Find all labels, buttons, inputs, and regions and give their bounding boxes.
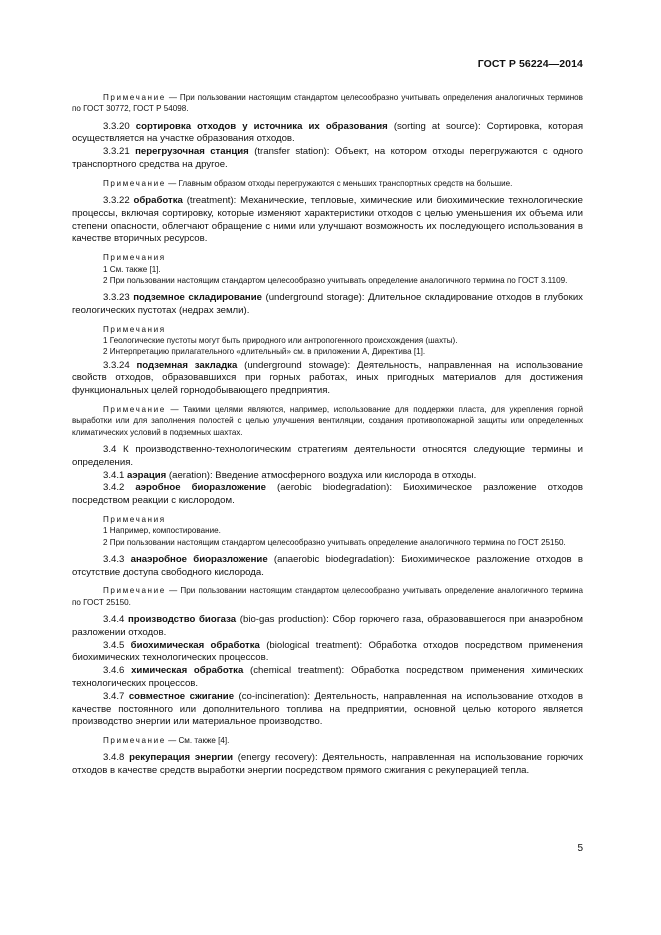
note	[72, 735, 583, 746]
term-3-4-4	[72, 614, 583, 640]
note-item: 1 Например, компостирование.	[103, 526, 221, 536]
page-body	[72, 92, 583, 778]
term-number: 3.4.7	[103, 690, 129, 702]
term-name: производство биогаза	[128, 613, 237, 625]
section-3-4: 3.4 К производственно-технологическим стратегиям деятельности относятся следующие термины и определения.	[72, 443, 583, 468]
term-name: подземное складирование	[133, 292, 262, 304]
term-number: 3.3.22	[103, 195, 134, 207]
term-3-4-3	[72, 554, 583, 580]
term-name: анаэробное биоразложение	[130, 553, 268, 565]
term-number: 3.4.5	[103, 639, 131, 651]
term-3-3-21	[72, 146, 583, 172]
term-definition: (energy recovery): Деятельность, направленная на использование горючих отходов в качестве средств выработки энергии посредством прямого сжигания с рекуперацией тепла.	[72, 752, 583, 777]
note-text: — Такими целями являются, например, использование для поддержки пласта, для укрепления горной выработки или для заполнения полостей с целью улучшения вентиляции, создания противопожарной защиты или определенных климатических условий в подземных шахтах.	[72, 405, 583, 437]
term-3-4-8	[72, 752, 583, 778]
standard-number: ГОСТ Р 56224—2014	[477, 58, 583, 70]
note-text: — При пользовании настоящим стандартом целесообразно учитывать определения аналогичных терминов по ГОСТ 30772, ГОСТ Р 54098.	[72, 93, 583, 114]
term-3-3-24	[72, 360, 583, 398]
notes-heading: Примечания	[103, 253, 166, 263]
term-number: 3.3.24	[103, 359, 137, 371]
note	[72, 92, 583, 115]
term-definition: (transfer station): Объект, на котором отходы перегружаются с одного транспортного средства на другое.	[72, 146, 584, 170]
note-item: 2 При пользовании настоящим стандартом целесообразно учитывать определение аналогичного термина по ГОСТ 3.1109.	[103, 275, 568, 285]
note-text: — См. также [4].	[165, 736, 230, 746]
note-item: 2 При пользовании настоящим стандартом целесообразно учитывать определение аналогичного термина по ГОСТ 25150.	[103, 537, 566, 547]
term-3-3-20	[72, 121, 583, 147]
term-definition: (anaerobic biodegradation): Биохимическое разложение отходов в отсутствие доступа свободного кислорода.	[72, 553, 583, 578]
term-definition: (biological treatment): Обработка отходов посредством применения биохимических технологических процессов.	[72, 639, 583, 664]
term-name: подземная закладка	[136, 359, 238, 371]
term-name: перегрузочная станция	[135, 146, 249, 158]
term-definition: (sorting at source): Сортировка, которая осуществляется на участке образования отходов.	[72, 120, 584, 145]
term-number: 3.4.4	[103, 613, 129, 625]
term-3-4-6	[72, 665, 583, 691]
term-3-3-23	[72, 292, 583, 318]
term-name: сортировка отходов у источника их образования	[135, 120, 388, 132]
term-name: обработка	[133, 195, 183, 207]
term-name: рекуперация энергии	[129, 752, 233, 764]
note-item: 2 Интерпретацию прилагательного «длительный» см. в приложении А, Директива [1].	[103, 347, 426, 357]
term-name: аэрация	[127, 469, 167, 481]
term-definition: (bio-gas production): Сбор горючего газа, образовавшегося при анаэробном разложении отходов.	[72, 613, 583, 638]
term-name: аэробное биоразложение	[135, 482, 266, 494]
note-text: — Главным образом отходы перегружаются с меньших транспортных средств на большие.	[165, 178, 513, 188]
term-3-4-7	[72, 691, 583, 729]
term-number: 3.4.6	[103, 665, 132, 677]
notes-block	[72, 324, 583, 358]
term-3-4-2	[72, 482, 583, 508]
note	[72, 585, 583, 608]
page-number: 5	[577, 843, 583, 854]
term-definition: (underground storage): Длительное складирование отходов в глубоких геологических пустотах (недрах земли).	[72, 292, 583, 316]
term-definition: (co-incineration): Деятельность, направленная на использование отходов в качестве постоянного или дополнительного топлива на предприятии, основной целью которого является производство энергии или материальное производство.	[72, 690, 583, 728]
term-number: 3.3.23	[103, 292, 134, 304]
term-number: 3.3.21	[103, 146, 136, 158]
notes-block	[72, 514, 583, 548]
notes-heading: Примечания	[103, 514, 166, 524]
note-label: Примечание	[103, 178, 166, 188]
note-label: Примечание	[103, 93, 166, 102]
note-label: Примечание	[103, 586, 166, 596]
term-name: совместное сжигание	[128, 690, 235, 702]
term-definition: (underground stowage): Деятельность, направленная на использование свойств отходов, образовавшихся при горных работах, иных пригодных материалов для достижения функциональных целей горнодобывающего предприятия.	[72, 359, 583, 397]
term-number: 3.3.20	[103, 120, 136, 132]
note-item: 1 См. также [1].	[103, 264, 161, 274]
term-3-3-22	[72, 195, 583, 246]
term-definition: (chemical treatment): Обработка посредством применения химических технологических процессов.	[72, 665, 584, 689]
note	[72, 404, 583, 438]
term-definition: (aeration): Введение атмосферного воздуха или кислорода в отходы.	[166, 469, 477, 481]
term-definition: (treatment): Механические, тепловые, химические или биохимические технологические процессы, включая сортировку, которые изменяют характеристики отходов с целью уменьшения их объема или степени опасности, облегчают обращение с ними или улучшают возможность их последующего использования в качестве вторичных ресурсов.	[72, 195, 583, 245]
term-number: 3.4.3	[103, 553, 131, 565]
note	[72, 178, 583, 189]
note-text: — При пользовании настоящим стандартом целесообразно учитывать определение аналогичного термина по ГОСТ 25150.	[72, 586, 583, 607]
note-label: Примечание	[103, 405, 166, 415]
term-3-4-1	[72, 470, 583, 483]
term-name: химическая обработка	[131, 665, 244, 677]
term-number: 3.4.8	[103, 752, 130, 764]
term-3-4-5	[72, 640, 583, 666]
note-item: 1 Геологические пустоты могут быть природного или антропогенного происхождения (шахты).	[103, 336, 458, 346]
term-number: 3.4.1	[103, 469, 128, 481]
term-definition: (aerobic biodegradation): Биохимическое разложение отходов посредством реакции с кислородом.	[72, 482, 583, 507]
notes-heading: Примечания	[103, 324, 166, 334]
term-name: биохимическая обработка	[130, 639, 260, 651]
note-label: Примечание	[103, 736, 166, 746]
notes-block	[72, 252, 583, 286]
term-number: 3.4.2	[103, 482, 136, 494]
